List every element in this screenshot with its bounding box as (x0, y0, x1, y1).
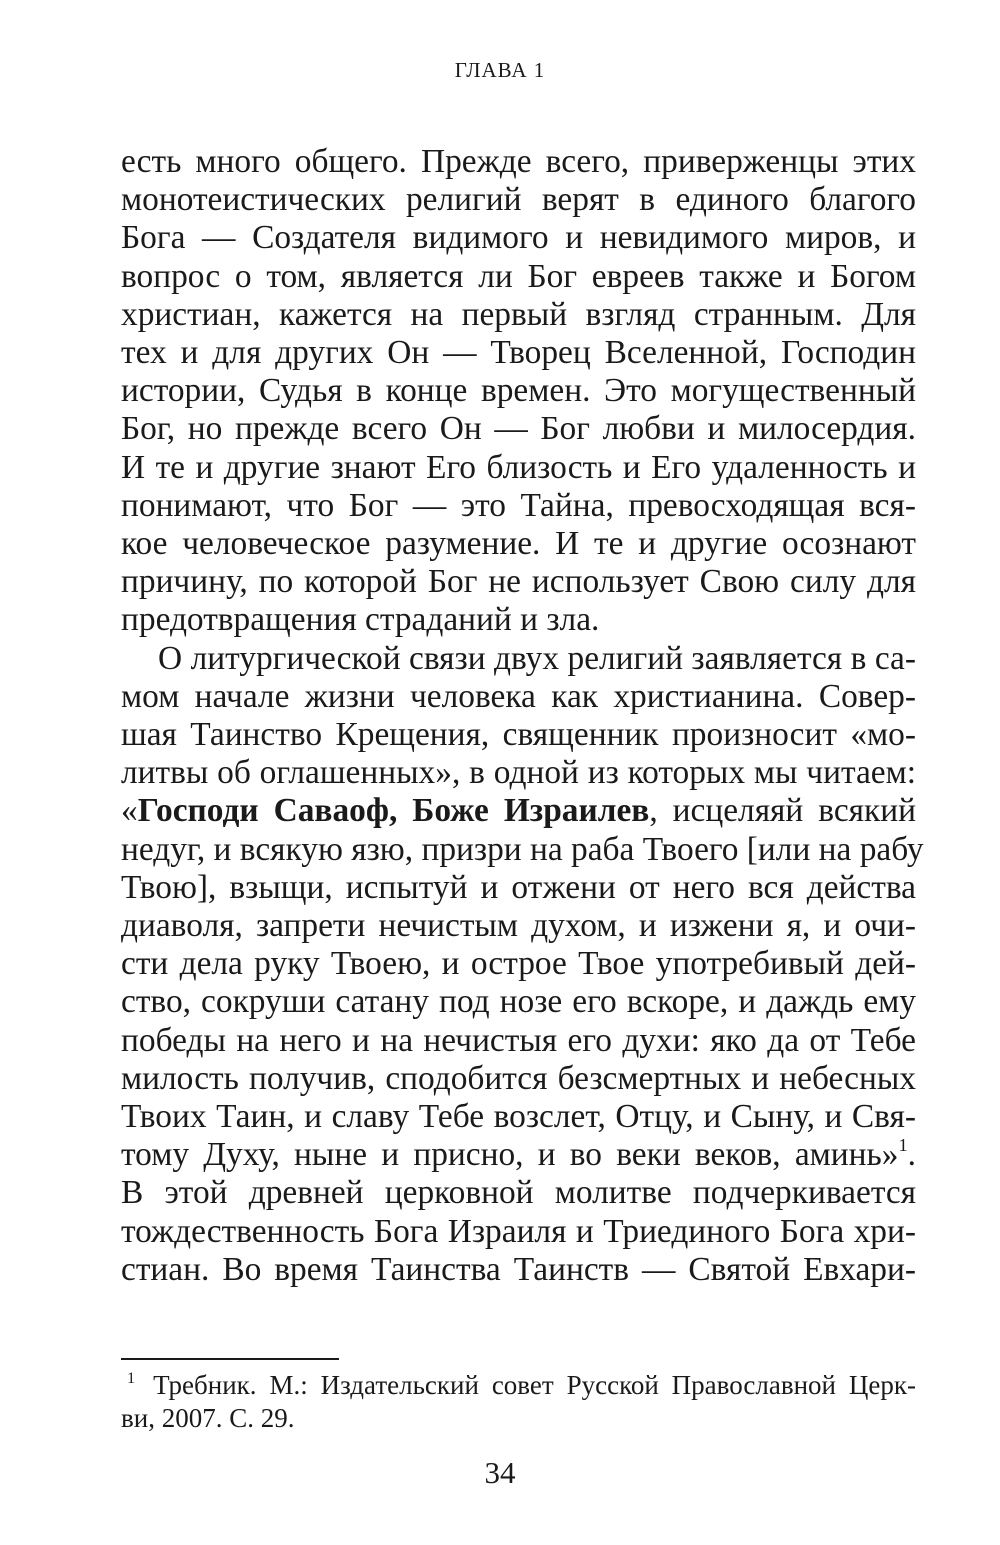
text-line: И те и другие знают Его близость и Его удаленность и (121, 448, 916, 486)
bold-invocation: Господи Саваоф, Боже Израилев (137, 792, 650, 830)
text-line: шая Таинство Крещения, священник произносит «мо- (121, 716, 916, 754)
text-line: милость получив, сподобится безсмертных и небесных (121, 1059, 916, 1097)
text-segment: тому Духу, ныне и присно, и во веки веков, аминь» (121, 1136, 899, 1174)
text-line: причину, по которой Бог не использует Свою силу для (121, 563, 916, 601)
open-quote: « (121, 792, 138, 830)
text-line: ство, сокруши сатану под нозе его вскоре, и даждь ему (121, 983, 916, 1021)
text-line: литвы об оглашенных», в одной из которых мы читаем: (121, 754, 916, 792)
text-line: Твоих Таин, и славу Тебе возслет, Отцу, и Сыну, и Свя- (121, 1098, 916, 1136)
page-number: 34 (484, 1455, 516, 1490)
footnote-line (121, 1369, 916, 1402)
text-line: вопрос о том, является ли Бог евреев также и Богом (121, 257, 916, 295)
footnote-marker: 1 (127, 1368, 136, 1387)
text-line: Бог, но прежде всего Он — Бог любви и милосердия. (121, 410, 916, 448)
footnote-text: Требник. М.: Издательский совет Русской Православной Церк- (153, 1370, 916, 1400)
text-line: истории, Судья в конце времен. Это могущественный (121, 372, 916, 410)
paragraph-first-line: О литургической связи двух религий заявляется в са- (158, 639, 916, 677)
text-line: мом начале жизни человека как христианина. Совер- (121, 677, 916, 715)
text-line: Бога — Создателя видимого и невидимого миров, и (121, 219, 916, 257)
text-line: победы на него и на нечистыя его духи: яко да от Тебе (121, 1021, 916, 1059)
text-line (121, 792, 916, 830)
footnote (121, 1369, 916, 1435)
text-line: В этой древней церковной молитве подчеркивается (121, 1174, 916, 1212)
text-line: диаволя, запрети нечистым духом, и изжени я, и очи- (121, 907, 916, 945)
text-line: сти дела руку Твоею, и острое Твое употребивый дей- (121, 945, 916, 983)
text-segment: . (907, 1136, 916, 1174)
footnote-line: ви, 2007. С. 29. (121, 1403, 295, 1433)
running-head: ГЛАВА 1 (454, 58, 546, 82)
text-line: недуг, и всякую язю, призри на раба Твоего [или на рабу (121, 830, 924, 868)
body-text (121, 143, 924, 1289)
text-line: христиан, кажется на первый взгляд странным. Для (121, 295, 916, 333)
text-line: предотвращения страданий и зла. (121, 601, 600, 639)
text-line: кое человеческое разумение. И те и другие осознают (121, 525, 916, 563)
text-line: тождественность Бога Израиля и Триединого Бога хри- (121, 1212, 916, 1250)
text-line: тех и для других Он — Творец Вселенной, Господин (121, 334, 916, 372)
text-line: Твою], взыщи, испытуй и отжени от него вся действа (121, 868, 916, 906)
footnote-divider (121, 1358, 339, 1360)
text-segment: , исцеляяй всякий (649, 792, 916, 830)
text-line: стиан. Во время Таинства Таинств — Святой Евхари- (121, 1250, 916, 1288)
text-line: есть много общего. Прежде всего, приверженцы этих (121, 143, 916, 180)
text-line (121, 1136, 916, 1174)
footnote-reference: 1 (898, 1135, 908, 1156)
text-line: монотеистических религий верят в единого благого (121, 181, 916, 219)
text-line: понимают, что Бог — это Тайна, превосходящая вся- (121, 486, 916, 524)
